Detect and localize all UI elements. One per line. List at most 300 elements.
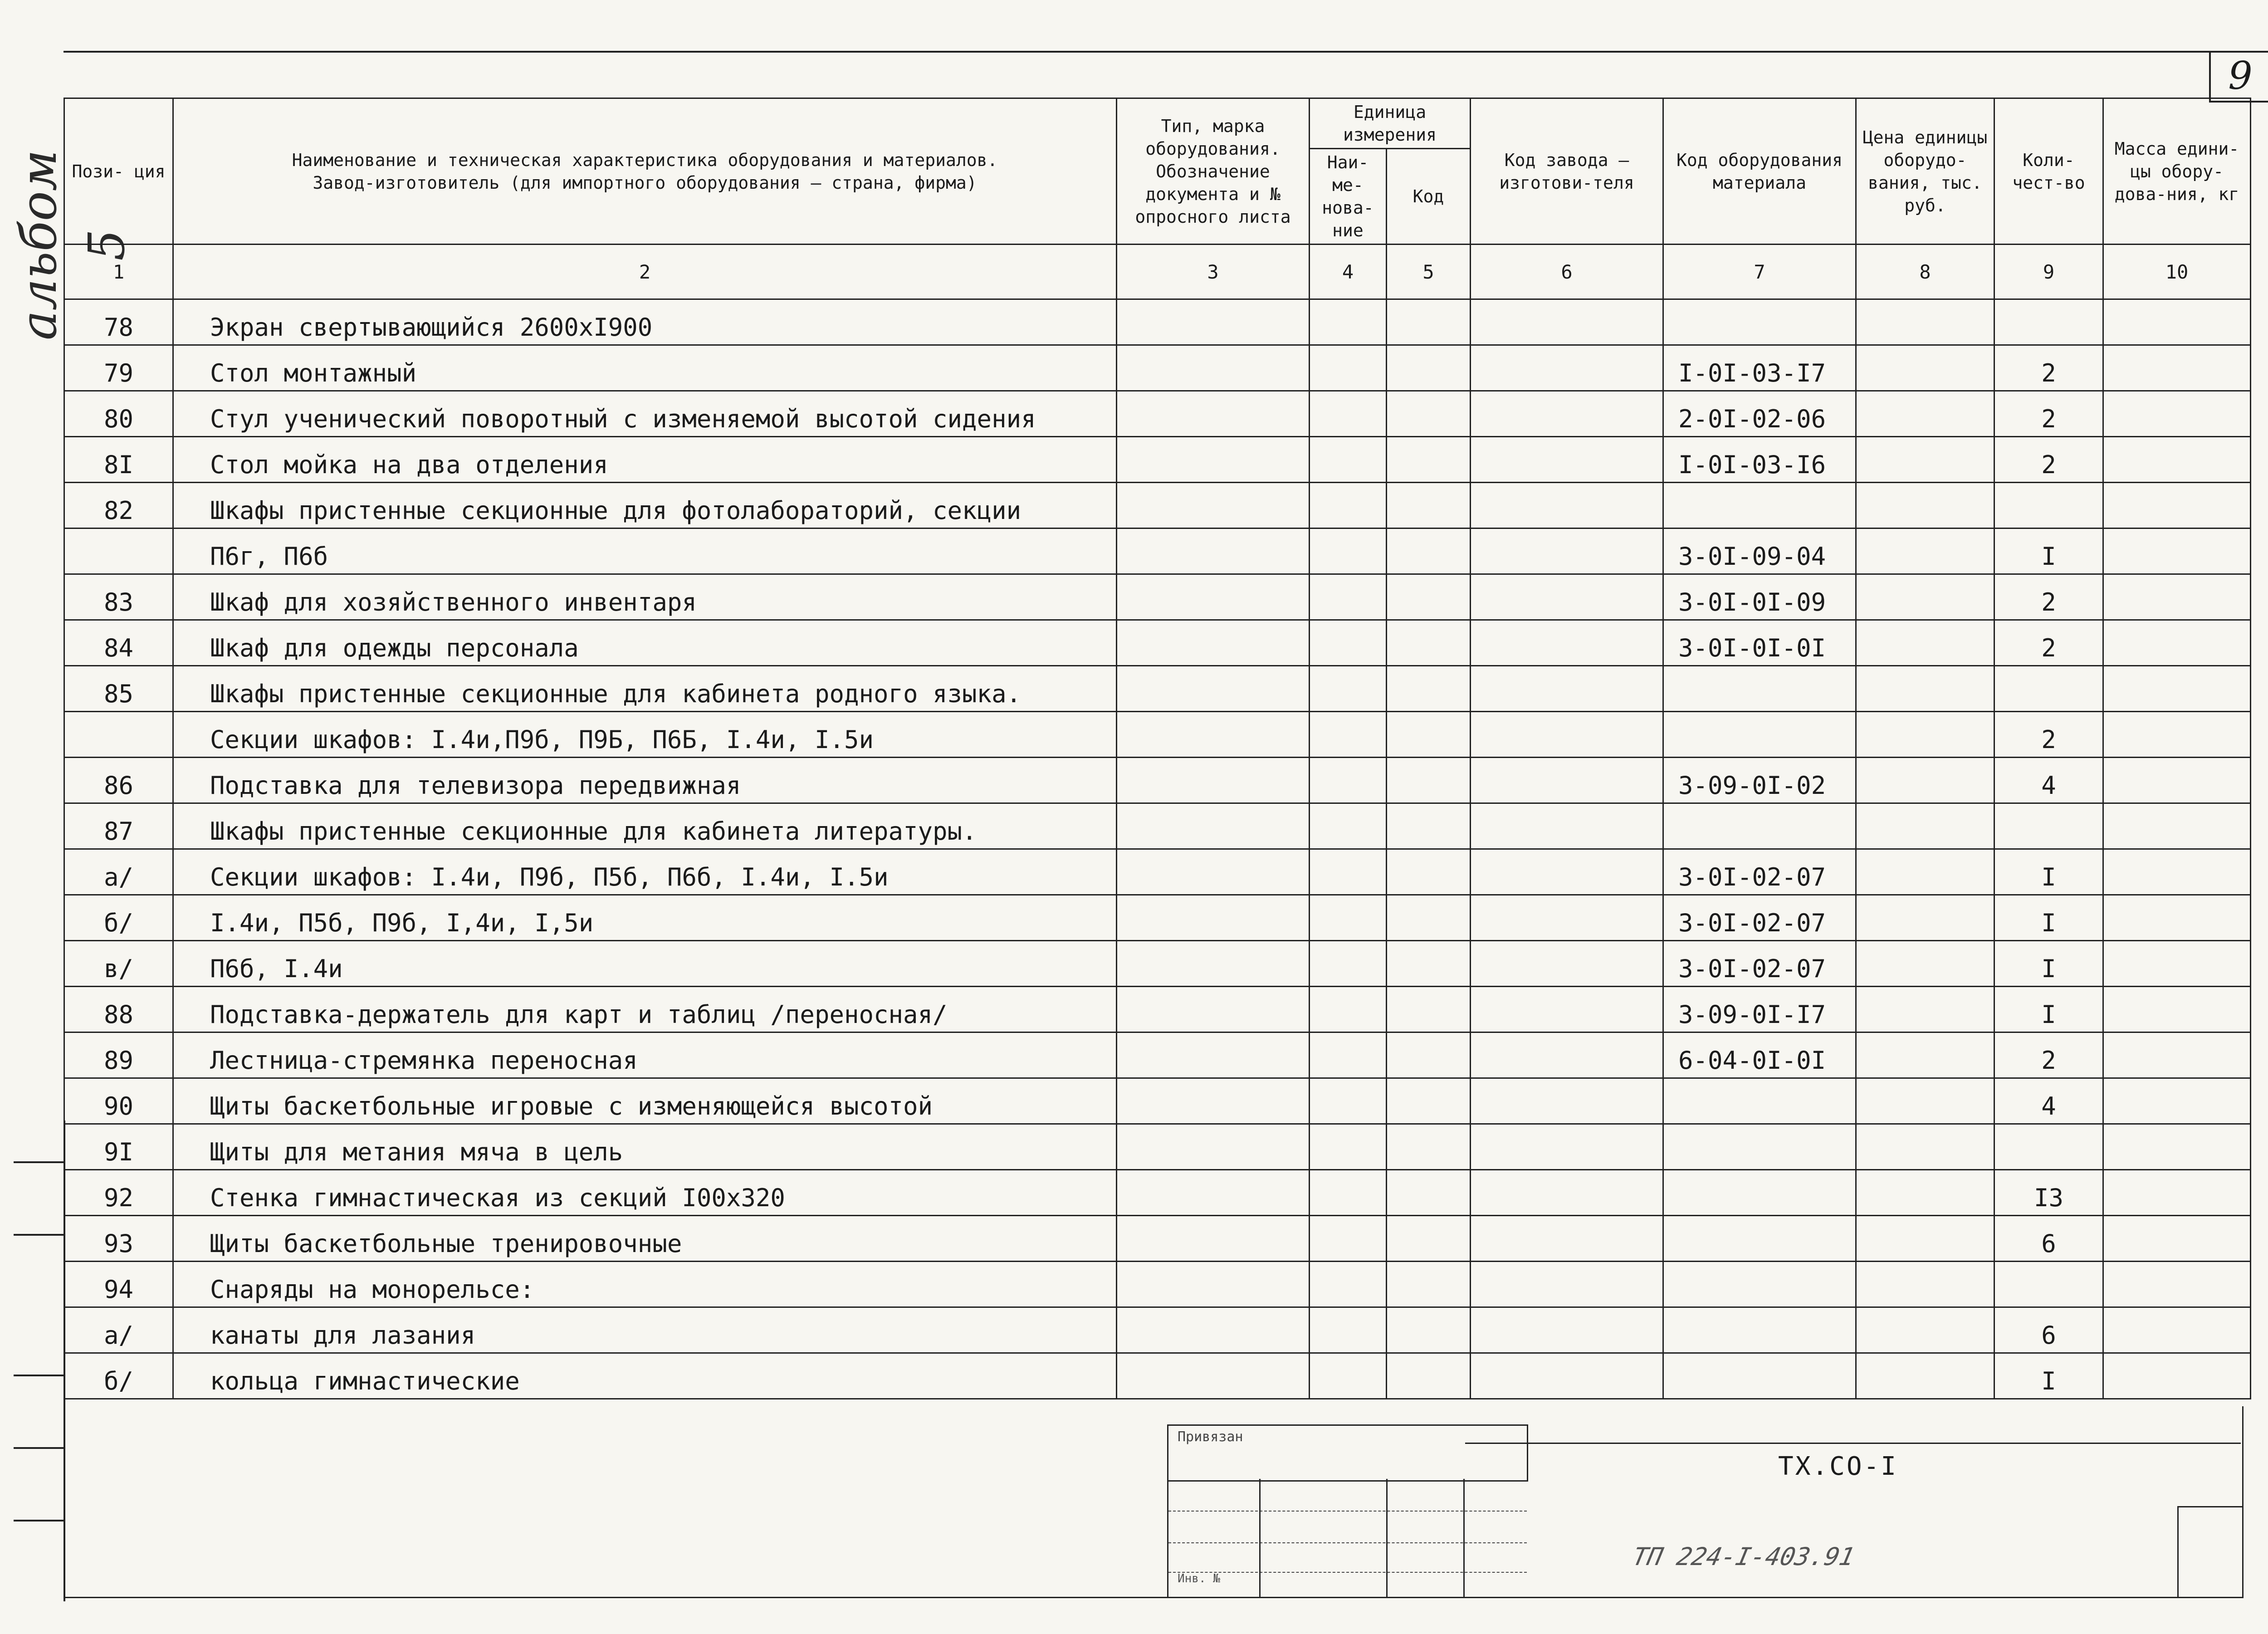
factory-code-cell [1471, 758, 1663, 803]
equipment-code-cell [1663, 1216, 1856, 1262]
header-unit-code: Код [1387, 149, 1471, 245]
price-cell [1856, 849, 1994, 895]
price-cell [1856, 803, 1994, 849]
column-number-row [64, 245, 2251, 299]
unit-name-cell [1310, 1170, 1387, 1216]
type-cell [1117, 758, 1310, 803]
unit-name-cell [1310, 849, 1387, 895]
unit-name-cell [1310, 437, 1387, 483]
unit-name-cell [1310, 758, 1387, 803]
position-cell: 83 [64, 574, 173, 620]
quantity-cell: 2 [1994, 712, 2103, 758]
name-cell: Снаряды на монорельсе: [173, 1262, 1117, 1307]
factory-code-cell [1471, 528, 1663, 574]
factory-code-cell [1471, 895, 1663, 941]
factory-code-cell [1471, 1032, 1663, 1078]
name-cell: Шкаф для одежды персонала [173, 620, 1117, 666]
name-cell: Шкафы пристенные секционные для фотолабораторий, секции [173, 483, 1117, 528]
type-cell [1117, 391, 1310, 437]
name-cell: Экран свертывающийся 2600хI900 [173, 299, 1117, 345]
stamp-linked-label: Привязан [1178, 1429, 1243, 1445]
quantity-cell: I3 [1994, 1170, 2103, 1216]
mass-cell [2103, 1353, 2251, 1399]
price-cell [1856, 1216, 1994, 1262]
name-cell: Щиты для метания мяча в цель [173, 1124, 1117, 1170]
unit-name-cell [1310, 1307, 1387, 1353]
factory-code-cell [1471, 1216, 1663, 1262]
type-cell [1117, 620, 1310, 666]
unit-name-cell [1310, 1124, 1387, 1170]
table-row [64, 483, 2251, 528]
quantity-cell: I [1994, 1353, 2103, 1399]
quantity-cell: I [1994, 987, 2103, 1032]
table-row [64, 1078, 2251, 1124]
mass-cell [2103, 299, 2251, 345]
quantity-cell: 2 [1994, 437, 2103, 483]
price-cell [1856, 1078, 1994, 1124]
unit-name-cell [1310, 1262, 1387, 1307]
unit-code-cell [1387, 1307, 1471, 1353]
table-row [64, 1032, 2251, 1078]
mass-cell [2103, 849, 2251, 895]
unit-code-cell [1387, 620, 1471, 666]
factory-code-cell [1471, 803, 1663, 849]
price-cell [1856, 987, 1994, 1032]
header-position: Пози- ция [64, 98, 173, 245]
type-cell [1117, 1170, 1310, 1216]
type-cell [1117, 895, 1310, 941]
position-cell: 90 [64, 1078, 173, 1124]
name-cell: Подставка-держатель для карт и таблиц /переносная/ [173, 987, 1117, 1032]
unit-code-cell [1387, 1170, 1471, 1216]
mass-cell [2103, 712, 2251, 758]
unit-code-cell [1387, 895, 1471, 941]
type-cell [1117, 1262, 1310, 1307]
unit-code-cell [1387, 666, 1471, 712]
type-cell [1117, 1216, 1310, 1262]
mass-cell [2103, 1078, 2251, 1124]
equipment-code-cell: 3-09-0I-02 [1663, 758, 1856, 803]
unit-name-cell [1310, 528, 1387, 574]
unit-code-cell [1387, 1032, 1471, 1078]
equipment-code-cell: 3-0I-0I-09 [1663, 574, 1856, 620]
table-row [64, 345, 2251, 391]
quantity-cell [1994, 483, 2103, 528]
column-number: 6 [1471, 245, 1663, 299]
mass-cell [2103, 1307, 2251, 1353]
price-cell [1856, 895, 1994, 941]
column-number: 3 [1117, 245, 1310, 299]
type-cell [1117, 1124, 1310, 1170]
name-cell: I.4и, П5б, П9б, I,4и, I,5и [173, 895, 1117, 941]
table-row [64, 620, 2251, 666]
unit-code-cell [1387, 345, 1471, 391]
header-price: Цена единицы оборудо-вания, тыс. руб. [1856, 98, 1994, 245]
type-cell [1117, 345, 1310, 391]
table-body [64, 299, 2251, 1399]
unit-code-cell [1387, 528, 1471, 574]
factory-code-cell [1471, 620, 1663, 666]
equipment-code-cell: 3-0I-09-04 [1663, 528, 1856, 574]
price-cell [1856, 712, 1994, 758]
table-row [64, 299, 2251, 345]
name-cell: Стул ученический поворотный с изменяемой высотой сидения [173, 391, 1117, 437]
approval-stamp [1167, 1424, 1531, 1597]
table-row [64, 941, 2251, 987]
column-number: 2 [173, 245, 1117, 299]
type-cell [1117, 849, 1310, 895]
margin-note: альбом 5 [10, 149, 136, 340]
stamp-divider [1465, 1443, 2241, 1444]
unit-name-cell [1310, 941, 1387, 987]
price-cell [1856, 666, 1994, 712]
mass-cell [2103, 391, 2251, 437]
name-cell: Шкафы пристенные секционные для кабинета родного языка. [173, 666, 1117, 712]
factory-code-cell [1471, 712, 1663, 758]
type-cell [1117, 437, 1310, 483]
position-cell: в/ [64, 941, 173, 987]
unit-code-cell [1387, 1262, 1471, 1307]
sheet-top-border [64, 51, 2268, 53]
quantity-cell: I [1994, 849, 2103, 895]
price-cell [1856, 1032, 1994, 1078]
price-cell [1856, 528, 1994, 574]
position-cell: 80 [64, 391, 173, 437]
equipment-code-cell: 3-0I-02-07 [1663, 895, 1856, 941]
position-cell: 9I [64, 1124, 173, 1170]
factory-code-cell [1471, 666, 1663, 712]
price-cell [1856, 1262, 1994, 1307]
specification-table [64, 98, 2251, 1399]
table-row [64, 895, 2251, 941]
unit-name-cell [1310, 483, 1387, 528]
album-code: ТП 224-I-403.91 [1630, 1542, 1857, 1571]
mass-cell [2103, 941, 2251, 987]
table-row [64, 391, 2251, 437]
position-cell [64, 528, 173, 574]
type-cell [1117, 574, 1310, 620]
price-cell [1856, 391, 1994, 437]
quantity-cell: 2 [1994, 1032, 2103, 1078]
factory-code-cell [1471, 1353, 1663, 1399]
binding-strip [14, 1120, 65, 1601]
factory-code-cell [1471, 437, 1663, 483]
type-cell [1117, 712, 1310, 758]
name-cell: Подставка для телевизора передвижная [173, 758, 1117, 803]
name-cell: Секции шкафов: I.4и, П9б, П5б, П6б, I.4и, I.5и [173, 849, 1117, 895]
table-row [64, 1170, 2251, 1216]
name-cell: Лестница-стремянка переносная [173, 1032, 1117, 1078]
mass-cell [2103, 620, 2251, 666]
factory-code-cell [1471, 987, 1663, 1032]
table-row [64, 1124, 2251, 1170]
equipment-code-cell: 3-0I-02-07 [1663, 941, 1856, 987]
equipment-code-cell: 3-0I-02-07 [1663, 849, 1856, 895]
page-number: 9 [2209, 51, 2268, 103]
quantity-cell: 2 [1994, 574, 2103, 620]
equipment-code-cell [1663, 1262, 1856, 1307]
table-row [64, 1216, 2251, 1262]
price-cell [1856, 299, 1994, 345]
factory-code-cell [1471, 391, 1663, 437]
header-type: Тип, марка оборудования. Обозначение документа и № опросного листа [1117, 98, 1310, 245]
quantity-cell: 2 [1994, 391, 2103, 437]
header-factory-code: Код завода – изготови-теля [1471, 98, 1663, 245]
table-row [64, 574, 2251, 620]
column-number: 9 [1994, 245, 2103, 299]
mass-cell [2103, 1216, 2251, 1262]
price-cell [1856, 941, 1994, 987]
quantity-cell: I [1994, 895, 2103, 941]
quantity-cell [1994, 299, 2103, 345]
equipment-code-cell: 2-0I-02-06 [1663, 391, 1856, 437]
price-cell [1856, 574, 1994, 620]
position-cell: 85 [64, 666, 173, 712]
mass-cell [2103, 574, 2251, 620]
position-cell: 87 [64, 803, 173, 849]
position-cell: б/ [64, 1353, 173, 1399]
type-cell [1117, 1078, 1310, 1124]
equipment-code-cell: I-0I-03-I6 [1663, 437, 1856, 483]
position-cell: 94 [64, 1262, 173, 1307]
type-cell [1117, 1353, 1310, 1399]
header-unit-name: Наи-ме-нова-ние [1310, 149, 1387, 245]
table-row [64, 987, 2251, 1032]
equipment-code-cell [1663, 803, 1856, 849]
factory-code-cell [1471, 345, 1663, 391]
mass-cell [2103, 666, 2251, 712]
unit-name-cell [1310, 299, 1387, 345]
position-cell: б/ [64, 895, 173, 941]
factory-code-cell [1471, 483, 1663, 528]
name-cell: Щиты баскетбольные игровые с изменяющейся высотой [173, 1078, 1117, 1124]
quantity-cell: 4 [1994, 758, 2103, 803]
unit-code-cell [1387, 803, 1471, 849]
equipment-code-cell: I-0I-03-I7 [1663, 345, 1856, 391]
table-row [64, 758, 2251, 803]
table-row [64, 666, 2251, 712]
name-cell: П6г, П6б [173, 528, 1117, 574]
quantity-cell: 6 [1994, 1216, 2103, 1262]
name-cell: канаты для лазания [173, 1307, 1117, 1353]
factory-code-cell [1471, 299, 1663, 345]
type-cell [1117, 803, 1310, 849]
type-cell [1117, 1307, 1310, 1353]
position-cell: 86 [64, 758, 173, 803]
quantity-cell [1994, 666, 2103, 712]
name-cell: Секции шкафов: I.4и,П9б, П9Б, П6Б, I.4и, I.5и [173, 712, 1117, 758]
equipment-code-cell [1663, 483, 1856, 528]
price-cell [1856, 758, 1994, 803]
name-cell: Стенка гимнастическая из секций I00х320 [173, 1170, 1117, 1216]
mass-cell [2103, 1262, 2251, 1307]
column-number: 5 [1387, 245, 1471, 299]
name-cell: Шкаф для хозяйственного инвентаря [173, 574, 1117, 620]
equipment-code-cell [1663, 1353, 1856, 1399]
unit-code-cell [1387, 391, 1471, 437]
mass-cell [2103, 483, 2251, 528]
equipment-code-cell [1663, 666, 1856, 712]
name-cell: кольца гимнастические [173, 1353, 1117, 1399]
unit-name-cell [1310, 1078, 1387, 1124]
unit-name-cell [1310, 1353, 1387, 1399]
table-row [64, 1307, 2251, 1353]
price-cell [1856, 437, 1994, 483]
name-cell: П6б, I.4и [173, 941, 1117, 987]
type-cell [1117, 941, 1310, 987]
type-cell [1117, 666, 1310, 712]
unit-code-cell [1387, 1353, 1471, 1399]
unit-code-cell [1387, 712, 1471, 758]
factory-code-cell [1471, 1124, 1663, 1170]
unit-name-cell [1310, 1032, 1387, 1078]
position-cell: 88 [64, 987, 173, 1032]
column-number: 7 [1663, 245, 1856, 299]
unit-code-cell [1387, 941, 1471, 987]
factory-code-cell [1471, 849, 1663, 895]
unit-code-cell [1387, 483, 1471, 528]
price-cell [1856, 345, 1994, 391]
header-unit: Единица измерения [1310, 98, 1471, 149]
header-quantity: Коли-чест-во [1994, 98, 2103, 245]
column-number: 10 [2103, 245, 2251, 299]
factory-code-cell [1471, 1262, 1663, 1307]
unit-code-cell [1387, 849, 1471, 895]
position-cell: 82 [64, 483, 173, 528]
unit-code-cell [1387, 1078, 1471, 1124]
unit-name-cell [1310, 803, 1387, 849]
position-cell: 78 [64, 299, 173, 345]
position-cell: 84 [64, 620, 173, 666]
position-cell: 89 [64, 1032, 173, 1078]
position-cell: 92 [64, 1170, 173, 1216]
factory-code-cell [1471, 1307, 1663, 1353]
name-cell: Шкафы пристенные секционные для кабинета литературы. [173, 803, 1117, 849]
unit-code-cell [1387, 574, 1471, 620]
mass-cell [2103, 803, 2251, 849]
quantity-cell: 6 [1994, 1307, 2103, 1353]
mass-cell [2103, 758, 2251, 803]
header-mass: Масса едини-цы обору-дова-ния, кг [2103, 98, 2251, 245]
mass-cell [2103, 1124, 2251, 1170]
document-code: ТХ.СО-I [1778, 1452, 1898, 1481]
equipment-code-cell [1663, 299, 1856, 345]
unit-code-cell [1387, 1216, 1471, 1262]
equipment-code-cell: 3-09-0I-I7 [1663, 987, 1856, 1032]
equipment-code-cell [1663, 1307, 1856, 1353]
equipment-code-cell [1663, 712, 1856, 758]
unit-name-cell [1310, 895, 1387, 941]
type-cell [1117, 483, 1310, 528]
name-cell: Стол мойка на два отделения [173, 437, 1117, 483]
type-cell [1117, 987, 1310, 1032]
price-cell [1856, 483, 1994, 528]
type-cell [1117, 299, 1310, 345]
unit-code-cell [1387, 758, 1471, 803]
mass-cell [2103, 528, 2251, 574]
unit-code-cell [1387, 437, 1471, 483]
quantity-cell: 2 [1994, 620, 2103, 666]
quantity-cell [1994, 1262, 2103, 1307]
unit-name-cell [1310, 345, 1387, 391]
position-cell: 79 [64, 345, 173, 391]
unit-name-cell [1310, 391, 1387, 437]
price-cell [1856, 1353, 1994, 1399]
quantity-cell: I [1994, 528, 2103, 574]
position-cell: а/ [64, 1307, 173, 1353]
quantity-cell [1994, 803, 2103, 849]
column-number: 1 [64, 245, 173, 299]
unit-name-cell [1310, 712, 1387, 758]
table-row [64, 1262, 2251, 1307]
mass-cell [2103, 895, 2251, 941]
unit-name-cell [1310, 987, 1387, 1032]
unit-name-cell [1310, 620, 1387, 666]
factory-code-cell [1471, 574, 1663, 620]
stamp-inventory-label: Инв. № [1178, 1572, 1220, 1585]
column-number: 8 [1856, 245, 1994, 299]
position-cell: 93 [64, 1216, 173, 1262]
position-cell [64, 712, 173, 758]
mass-cell [2103, 437, 2251, 483]
header-name: Наименование и техническая характеристика оборудования и материалов. Завод-изготовитель (для импортного оборудования – страна, фирма) [173, 98, 1117, 245]
column-number: 4 [1310, 245, 1387, 299]
price-cell [1856, 1124, 1994, 1170]
type-cell [1117, 1032, 1310, 1078]
unit-name-cell [1310, 666, 1387, 712]
price-cell [1856, 620, 1994, 666]
unit-code-cell [1387, 987, 1471, 1032]
factory-code-cell [1471, 1078, 1663, 1124]
factory-code-cell [1471, 941, 1663, 987]
quantity-cell [1994, 1124, 2103, 1170]
mass-cell [2103, 1170, 2251, 1216]
price-cell [1856, 1170, 1994, 1216]
unit-name-cell [1310, 1216, 1387, 1262]
name-cell: Стол монтажный [173, 345, 1117, 391]
quantity-cell: 2 [1994, 345, 2103, 391]
quantity-cell: 4 [1994, 1078, 2103, 1124]
position-cell: 8I [64, 437, 173, 483]
price-cell [1856, 1307, 1994, 1353]
equipment-code-cell [1663, 1124, 1856, 1170]
title-block [64, 1406, 2244, 1598]
table-row [64, 437, 2251, 483]
unit-code-cell [1387, 299, 1471, 345]
equipment-code-cell [1663, 1078, 1856, 1124]
equipment-code-cell: 6-04-0I-0I [1663, 1032, 1856, 1078]
position-cell: а/ [64, 849, 173, 895]
equipment-code-cell [1663, 1170, 1856, 1216]
table-row [64, 803, 2251, 849]
name-cell: Щиты баскетбольные тренировочные [173, 1216, 1117, 1262]
mass-cell [2103, 345, 2251, 391]
table-row [64, 1353, 2251, 1399]
unit-code-cell [1387, 1124, 1471, 1170]
header-equipment-code: Код оборудования материала [1663, 98, 1856, 245]
table-row [64, 849, 2251, 895]
equipment-code-cell: 3-0I-0I-0I [1663, 620, 1856, 666]
table-row [64, 712, 2251, 758]
mass-cell [2103, 1032, 2251, 1078]
table-row [64, 528, 2251, 574]
type-cell [1117, 528, 1310, 574]
stamp-sheet-cell [2177, 1506, 2242, 1598]
unit-name-cell [1310, 574, 1387, 620]
mass-cell [2103, 987, 2251, 1032]
quantity-cell: I [1994, 941, 2103, 987]
factory-code-cell [1471, 1170, 1663, 1216]
